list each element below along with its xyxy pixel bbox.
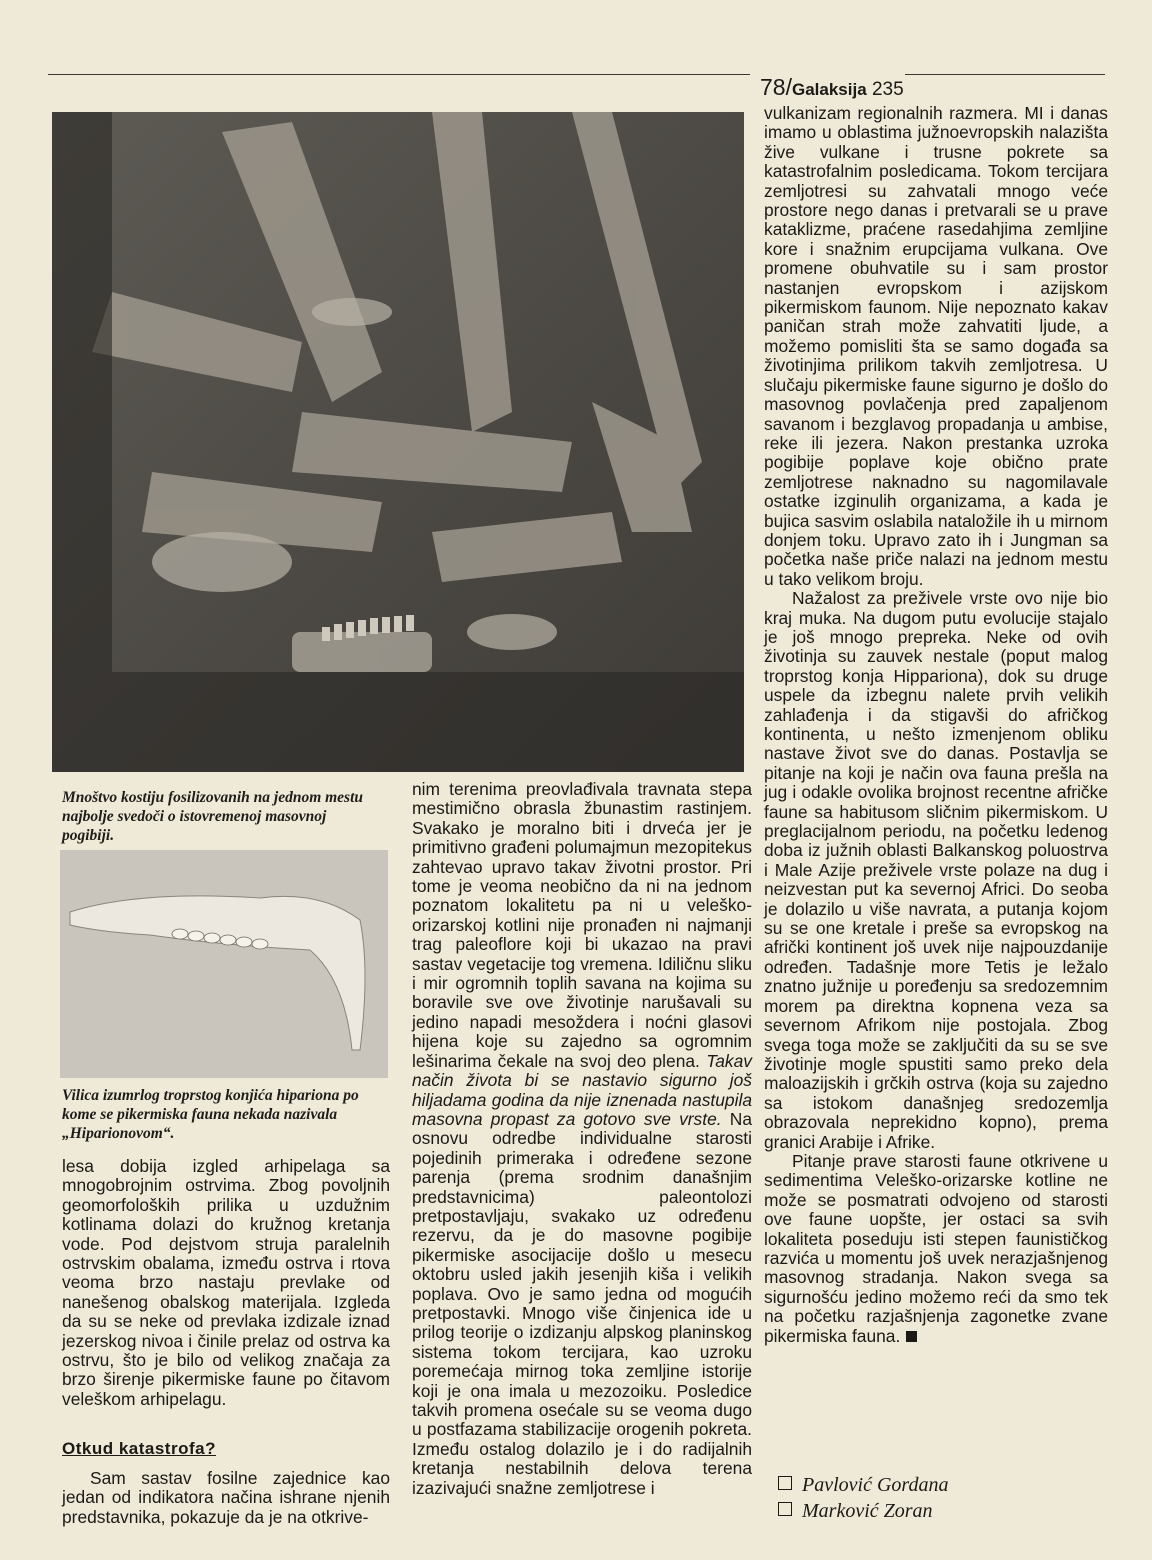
column-1-text <box>62 1157 390 1409</box>
column-3-paragraph-1: vulkanizam regionalnih razmera. MI i danas imamo u oblastima južnoevropskih nalazišta žive vulkane i trusne pokrete sa katastrofalnim posledicama. Tokom tercijara zemljotresi su zahvatali mnogo veće prostore nego danas i pretvarali se u prave kataklizme, praćene rasedahjima zemljine kore i snažnim erupcijama vulkana. Ove promene obuhvatile su i sam prostor nastanjen evropskom i azijskom pikermiskom faunom. Nije nepoznato kakav paničan strah može zahvatiti ljude, a možemo pomisliti šta se samo događa sa životinjima prilikom takvih zemljotresa. U slučaju pikermiske faune sigurno je došlo do masovnog povlačenja pred zapaljenom savanom i bezglavog propadanja u ambise, reke ili jezera. Nakon prestanka uzroka pogibije poplave koje obično prate zemljotrese naknadno su nagomilavale ostatke izginulih organizama, a kada je bujica sasvim oslabila nataložile ih u mirnom donjem toku. Upravo zato ih i Jungman sa početka naše priče nalazi na jednom mestu u tako velikom broju. <box>764 103 1108 589</box>
author-name: Marković Zoran <box>802 1500 933 1522</box>
header-rule-right <box>905 74 1105 75</box>
author-name: Pavlović Gordana <box>802 1474 949 1496</box>
magazine-name: Galaksija <box>791 80 867 99</box>
fossil-bones-photo <box>52 112 744 772</box>
column-3-paragraph-3: Pitanje prave starosti faune otkrivene u sedimentima Veleško-orizarske kotline ne može se posmatrati odvojeno od starosti ove faune uopšte, jer ostaci sa svih lokaliteta poseduju isti stepen faunističkog razvića u momentu još uvek nerazjašnjenog masovnog stradanja. Nakon svega sa sigurnošću jedino možemo reći da smo tek na početku razjašnjenja zagonetke zvane pikermiska fauna. <box>764 1150 1108 1346</box>
checkbox-square-icon <box>778 1502 792 1516</box>
column-2-italic: Takav način života bi se nastavio sigurno još hiljadama godina da nije iznenada nastupila masovna propast za gotovo sve vrste. <box>412 1050 752 1129</box>
column-1-paragraph-2: Sam sastav fosilne zajednice kao jedan od indikatora načina ishrane njenih predstavnika, pokazuje da je na otkrive- <box>62 1468 390 1527</box>
hipparion-jaw-photo <box>60 850 388 1078</box>
header-rule-left <box>48 74 750 75</box>
authors-block <box>778 1472 948 1524</box>
column-2-text <box>412 780 752 1498</box>
column-2-paragraph <box>412 780 752 1498</box>
column-2-part-a: nim terenima preovlađivala travnata stepa mestimično obrasla žbunastim rastinjem. Svakako je moralno biti i drveća jer je primitivno građeni polumajmun mezopitekus zahtevao upravo takav životni prostor. Pri tome je veoma neobično da ni na jednom poznatom lokalitetu pa ni u veleško-orizarskoj kotlini nije pronađen ni najmanji trag paleoflore koji bi ukazao na pravi sastav vegetacije tog vremena. Idiličnu sliku i mir ogromnih toplih savana na kojima su boravile sve ove životinje narušavali su jedino napadi mesoždera i noćni glasovi hijena koje su zajedno sa ogromnim lešinarima čekale na svoj deo plena. <box>412 779 752 1071</box>
end-mark-icon <box>906 1331 917 1342</box>
jaw-photo-caption: Vilica izumrlog troprstog konjića hipariona po kome se pikermiska fauna nekada nazivala „Hiparionovom“. <box>62 1087 359 1142</box>
column-3-text <box>764 104 1108 1346</box>
section-heading: Otkud katastrofa? <box>62 1439 216 1458</box>
top-photo-caption: Mnoštvo kostiju fosilizovanih na jednom mestu najbolje svedoči o istovremenoj masovnoj pogibiji. <box>62 789 364 844</box>
column-2-part-c: Na osnovu odredbe individualne starosti pojedinih primeraka i određene sezone parenja (prema srodnim današnjim predstavnicima) paleontolozi pretpostavljaju, svakako uz određenu rezervu, da je do masovne pogibije pikermiske asocijacije došlo u mesecu oktobru usled jakih jesenjih kiša i velikih poplava. Ovo je samo jedna od mogućih pretpostavki. Mnogo više činjenica ide u prilog teorije o izdizanju alpskog planinskog sistema tokom tercijara, kao uzroku poremećaja mirnog toka zemljine istorije koji je ona imala u mezozoiku. Posledice takvih promena osećale su se veoma dugo u postfazama stabilizacije orogenih pokreta. Između ostalog dolazilo je i do radijalnih kretanja nestabilnih delova terena izazivajući snažne zemljotrese i <box>412 1108 752 1498</box>
page-header <box>760 74 904 101</box>
column-1-paragraph-1: lesa dobija izgled arhipelaga sa mnogobrojnim ostrvima. Zbog povoljnih geomorfoloških prilika u uzdužnim kotlinama dolazi do kružnog kretanja vode. Pod dejstvom struja paralelnih ostrvskim obalama, između ostrva i rtova veoma brzo nastaju prevlake od nanešenog obalskog materijala. Izgleda da su se neke od prevlaka izdizale iznad jezerskog nivoa i činile prelaz od ostrva ka ostrvu, što je bilo od velikog značaja za brzo širenje pikermiske faune po čitavom veleškom arhipelagu. <box>62 1156 390 1409</box>
column-1-text-2 <box>62 1469 390 1527</box>
issue-number: 78/ <box>760 74 792 100</box>
column-3-paragraph-2: Nažalost za preživele vrste ovo nije bio kraj muka. Na dugom putu evolucije stajalo je još mnogo prepreka. Neke od ovih životinja su zauvek nestale (poput malog troprstog konja Hippariona), dok su druge uspele da izbegnu nalete prvih velikih zahlađenja i da stigavši do afričkog kontinenta, u nešto izmenjenom obliku nastave život sve do danas. Postavlja se pitanje na koji je način ova fauna prešla na jug i odakle ovolika brojnost recentne afričke faune sa habitusom sličnim pikermiskom. U preglacijalnom periodu, na početku ledenog doba iz južnih oblasti Balkanskog poluostrva i Male Azije preživele vrste polaze na dug i neizvestan put ka severnoj Africi. Do seoba je dolazilo u više navrata, a putanja kojom su se one kretale i preše sa evropskog na afrički kontinent još uvek nije najpouzdanije određen. Tadašnje more Tetis je ležalo znatno južnije u poređenju sa sredozemnim morem pa direktna kopnena veza sa severnom Afrikom nije postojala. Zbog svega toga može se zaključiti da su se sve životinje mogle spustiti samo preko dela maloazijskih i grčkih ostrva (koja su zajedno sa istokom današnjeg sredozemlja obrazovala neprekidno kopno), prema granici Arabije i Afrike. <box>764 588 1108 1152</box>
author-1 <box>778 1472 948 1498</box>
page-number: 235 <box>871 79 904 100</box>
author-2 <box>778 1498 948 1524</box>
checkbox-square-icon <box>778 1476 792 1490</box>
